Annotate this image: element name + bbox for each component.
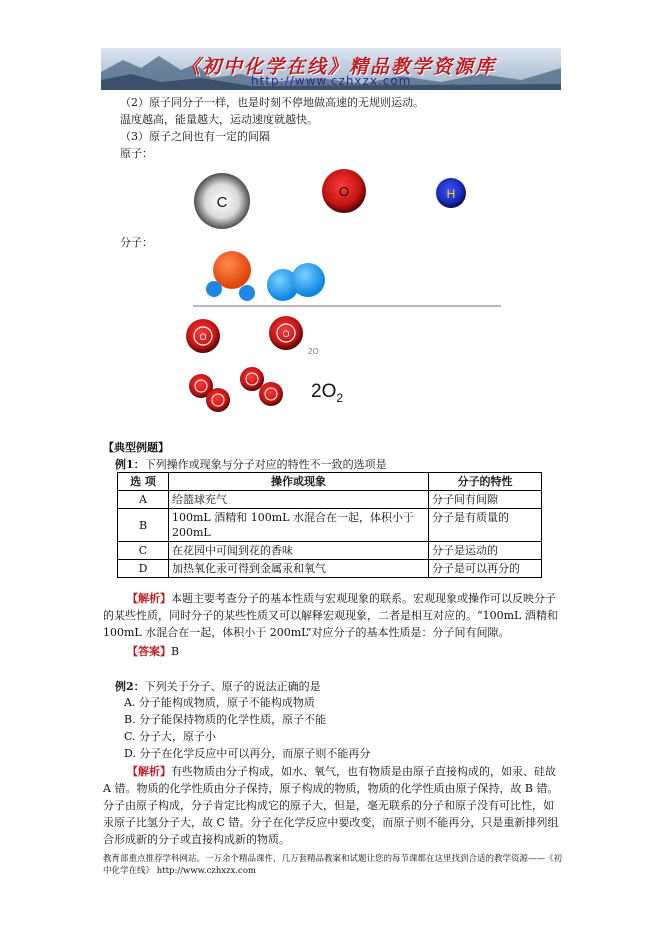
hydrogen-molecule-ball-2 bbox=[291, 263, 325, 297]
table-cell: A bbox=[118, 491, 169, 509]
table-header-property: 分子的特性 bbox=[429, 473, 542, 491]
example1-table bbox=[117, 472, 542, 578]
o2-b-atom-1 bbox=[240, 367, 264, 391]
table-header-row bbox=[118, 473, 542, 491]
table-row bbox=[118, 542, 542, 560]
example1-analysis-tag: 【解析】 bbox=[127, 592, 171, 605]
example1-answer bbox=[127, 643, 179, 659]
table-row bbox=[118, 560, 542, 578]
divider-line bbox=[193, 305, 501, 307]
o2-a-atom-2 bbox=[206, 388, 230, 412]
footer bbox=[103, 853, 563, 877]
water-hydrogen-ball-right bbox=[239, 285, 255, 301]
example2-option-c: C. 分子大，原子小 bbox=[124, 730, 217, 743]
table-cell: 分子间有间隙 bbox=[429, 491, 542, 509]
example2-question-text: 下列关于分子、原子的说法正确的是 bbox=[144, 680, 321, 693]
example2-option-d: D. 分子在化学反应中可以再分，而原子则不能再分 bbox=[124, 747, 371, 760]
table-header-option: 选 项 bbox=[118, 473, 169, 491]
table-cell: 在花园中可闻到花的香味 bbox=[169, 542, 429, 560]
table-row bbox=[118, 509, 542, 542]
banner-title: 《初中化学在线》精品教学资源库 bbox=[181, 56, 497, 78]
two-o-label: 2O bbox=[308, 347, 319, 356]
table-cell: 100mL 酒精和 100mL 水混合在一起，体积小于 200mL bbox=[169, 509, 429, 542]
hydrogen-symbol: H bbox=[446, 187, 456, 201]
example2-option-a: A. 分子能构成物质，原子不能构成物质 bbox=[124, 696, 315, 709]
o2-b-atom-2 bbox=[259, 382, 283, 406]
section-title: 【典型例题】 bbox=[103, 441, 169, 454]
intro-line-3: （3）原子之间也有一定的间隔 bbox=[120, 130, 270, 143]
example1-analysis-text: 本题主要考查分子的基本性质与宏观现象的联系。宏观现象或操作可以反映分子的某些性质，同时分子的某些性质又可以解释宏观现象，二者是相互对应的。“100mL 酒精和 100mL 水混合在一起，体积小于 200mL”对应分子的基本性质是：分子间有间隙。 bbox=[103, 592, 558, 639]
table-cell: C bbox=[118, 542, 169, 560]
two-o2-formula: $2O_2$ bbox=[311, 381, 344, 405]
example2-analysis-tag: 【解析】 bbox=[127, 765, 171, 778]
example2-analysis bbox=[103, 763, 562, 848]
banner-url[interactable]: http://www.czhxzx.com bbox=[251, 74, 412, 88]
o-atom-1-label: O bbox=[199, 332, 207, 342]
table-cell: 分子是运动的 bbox=[429, 542, 542, 560]
oxygen-molecules-diagram bbox=[186, 364, 366, 420]
water-hydrogen-ball-left bbox=[206, 281, 222, 297]
o-atom-2-label: O bbox=[282, 329, 290, 339]
example1-analysis bbox=[103, 590, 562, 641]
oxygen-symbol: O bbox=[338, 184, 350, 199]
table-cell: 给篮球充气 bbox=[169, 491, 429, 509]
example1-question bbox=[115, 456, 387, 472]
molecule-models bbox=[200, 248, 340, 306]
example1-question-text: 下列操作或现象与分子对应的特性不一致的选项是 bbox=[144, 458, 387, 471]
example2-option-b: B. 分子能保持物质的化学性质，原子不能 bbox=[124, 713, 327, 726]
intro-line-2: 温度越高，能量越大，运动速度就越快。 bbox=[120, 113, 318, 126]
table-header-operation: 操作或现象 bbox=[169, 473, 429, 491]
footer-url[interactable]: http://www.czhxzx.com bbox=[156, 866, 256, 876]
carbon-symbol: C bbox=[216, 194, 228, 211]
example2-analysis-text: 有些物质由分子构成，如水、氧气，也有物质是由原子直接构成的，如汞、硅故 A 错。物质的化学性质由分子保持，原子构成的物质，物质的化学性质由原子保持，故 B 错。分子由原子构成，分子肯定比构成它的原子大，但是，毫无联系的分子和原子没有可比性，如汞原子比氢分子大，故 C 错。分子在化学反应中要改变，而原子则不能再分，只是重新排列组合形成新的分子或直接构成新的物质。 bbox=[103, 765, 559, 846]
example2-question bbox=[115, 678, 321, 694]
intro-line-1: （2）原子同分子一样，也是时刻不停地做高速的无规则运动。 bbox=[120, 96, 424, 109]
table-cell: 加热氧化汞可得到金属汞和氧气 bbox=[169, 560, 429, 578]
table-cell: B bbox=[118, 509, 169, 542]
table-cell: 分子是有质量的 bbox=[429, 509, 542, 542]
atoms-diagram bbox=[190, 168, 490, 236]
table-row bbox=[118, 491, 542, 509]
example2-label: 例2： bbox=[115, 680, 145, 693]
footer-text: 教育部重点推荐学科网站。一万余个精品课件，几万套精品教案和试题让您的每节课都在这里找到合适的教学资源——《初中化学在线》 bbox=[103, 854, 563, 876]
table-cell: D bbox=[118, 560, 169, 578]
example1-answer-tag: 【答案】 bbox=[127, 645, 171, 658]
molecules-label: 分子： bbox=[120, 236, 153, 249]
atoms-label: 原子： bbox=[120, 147, 153, 160]
header-banner bbox=[101, 48, 561, 90]
example1-answer-value: B bbox=[171, 645, 180, 658]
example1-label: 例1： bbox=[115, 458, 145, 471]
table-cell: 分子是可以再分的 bbox=[429, 560, 542, 578]
